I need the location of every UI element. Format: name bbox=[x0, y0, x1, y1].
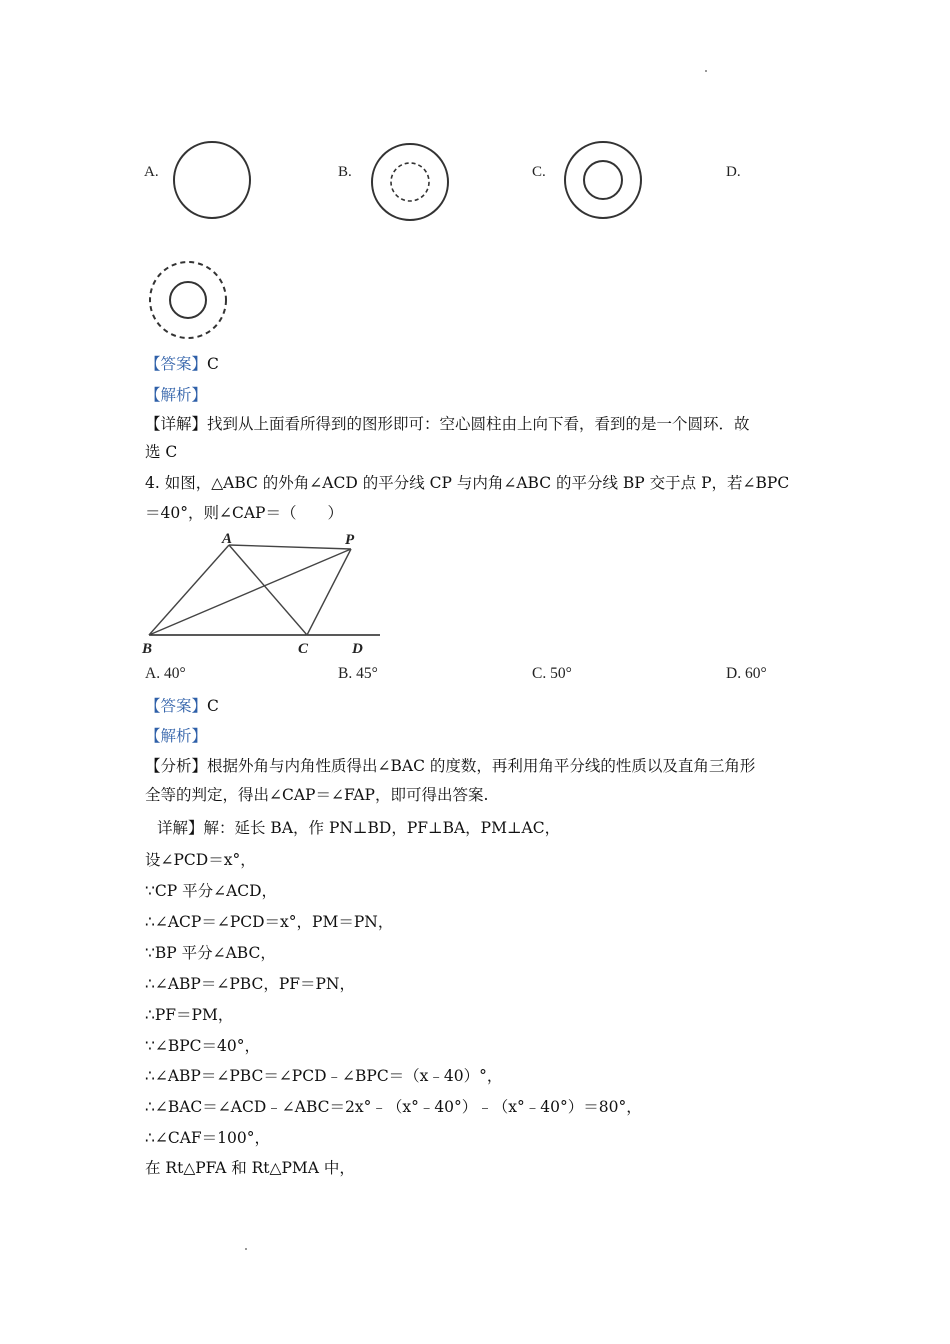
solution-line: ∴∠ABP＝∠PBC＝∠PCD﹣∠BPC＝（x﹣40）°， bbox=[145, 1067, 503, 1085]
scan-dot bbox=[705, 70, 707, 72]
label-d: D bbox=[352, 641, 363, 657]
segment-ba bbox=[149, 545, 229, 635]
label-c: C bbox=[298, 641, 309, 657]
outer-dashed-circle bbox=[150, 262, 226, 338]
q4-analysis-line-1: 【分析】根据外角与内角性质得出∠BAC 的度数，再利用角平分线的性质以及直角三角形 bbox=[145, 757, 756, 775]
q4-stem-line-2: ＝40°，则∠CAP＝（ ） bbox=[145, 504, 343, 522]
q4-geometry-figure bbox=[140, 528, 382, 658]
option-a-label: A. bbox=[144, 164, 159, 180]
label-a: A bbox=[222, 531, 233, 547]
option-c-figure bbox=[560, 140, 648, 224]
q4-analysis-line-2: 全等的判定，得出∠CAP＝∠FAP，即可得出答案. bbox=[145, 786, 489, 804]
segment-cp bbox=[307, 549, 351, 635]
answer-value: C bbox=[207, 355, 219, 373]
q4-choice-a: A. 40° bbox=[145, 665, 186, 682]
solution-line: ∴∠ABP＝∠PBC，PF＝PN， bbox=[145, 975, 355, 993]
q3-analysis-tag: 【解析】 bbox=[145, 386, 208, 404]
option-d-label: D. bbox=[726, 164, 741, 180]
solution-line: 详解】解：延长 BA，作 PN⊥BD，PF⊥BA，PM⊥AC， bbox=[157, 819, 561, 837]
q3-detail-line-1: 【详解】找到从上面看所得到的图形即可：空心圆柱由上向下看，看到的是一个圆环．故 bbox=[145, 415, 750, 433]
solution-line: 在 Rt△PFA 和 Rt△PMA 中， bbox=[145, 1159, 355, 1177]
segment-ac bbox=[229, 545, 307, 635]
option-b-figure bbox=[368, 142, 452, 224]
solution-line: ∵BP 平分∠ABC， bbox=[145, 944, 276, 962]
answer-value: C bbox=[207, 697, 219, 715]
segment-bp bbox=[149, 549, 351, 635]
q4-answer-line bbox=[145, 696, 219, 716]
inner-dashed-circle bbox=[391, 163, 429, 201]
q3-detail-line-2: 选 C bbox=[145, 443, 178, 461]
q4-choice-b: B. 45° bbox=[338, 665, 378, 682]
option-c-label: C. bbox=[532, 164, 546, 180]
q4-stem-line-1: 4. 如图，△ABC 的外角∠ACD 的平分线 CP 与内角∠ABC 的平分线 BP 交于点 P，若∠BPC bbox=[145, 474, 790, 492]
solution-line: ∴PF＝PM， bbox=[145, 1006, 234, 1024]
label-p: P bbox=[345, 532, 355, 548]
outer-circle bbox=[174, 142, 250, 218]
option-b-label: B. bbox=[338, 164, 352, 180]
inner-circle bbox=[170, 282, 206, 318]
inner-circle bbox=[584, 161, 622, 199]
label-b: B bbox=[142, 641, 153, 657]
solution-line: ∵CP 平分∠ACD， bbox=[145, 882, 278, 900]
solution-line: 设∠PCD＝x°， bbox=[145, 851, 256, 869]
scan-dot bbox=[245, 1248, 247, 1250]
q4-choice-d: D. 60° bbox=[726, 665, 767, 682]
outer-circle bbox=[372, 144, 448, 220]
segment-ap bbox=[229, 545, 351, 549]
solution-line: ∵∠BPC＝40°， bbox=[145, 1037, 261, 1055]
solution-line: ∴∠BAC＝∠ACD﹣∠ABC＝2x°﹣（x°﹣40°）﹣（x°﹣40°）＝80°， bbox=[145, 1098, 642, 1116]
solution-line: ∴∠ACP＝∠PCD＝x°，PM＝PN， bbox=[145, 913, 394, 931]
outer-circle bbox=[565, 142, 641, 218]
q4-analysis-tag: 【解析】 bbox=[145, 727, 208, 745]
option-a-figure bbox=[168, 139, 256, 223]
answer-tag: 【答案】 bbox=[145, 355, 208, 373]
answer-tag: 【答案】 bbox=[145, 697, 208, 715]
option-d-figure bbox=[146, 258, 234, 342]
solution-line: ∴∠CAF＝100°， bbox=[145, 1129, 270, 1147]
q3-answer-line bbox=[145, 354, 219, 374]
q4-choice-c: C. 50° bbox=[532, 665, 572, 682]
